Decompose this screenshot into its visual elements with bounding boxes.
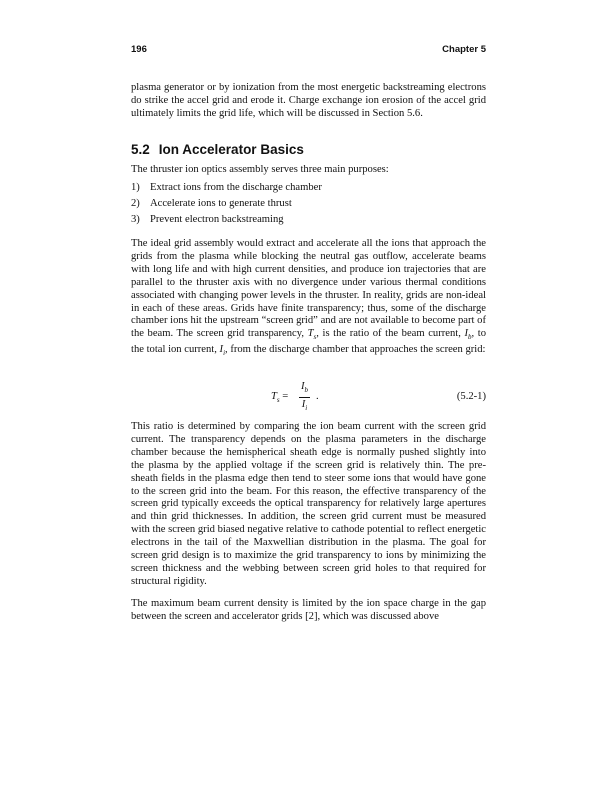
section-title: Ion Accelerator Basics [158, 142, 304, 157]
purposes-list [131, 180, 322, 228]
page-number: 196 [131, 44, 147, 55]
chapter-label: Chapter 5 [442, 44, 486, 55]
paragraph-space-charge: The maximum beam current density is limited by the ion space charge in the gap between the screen and accelerator grids [2], which was discussed above [131, 598, 486, 622]
section-number: 5.2 [131, 142, 150, 157]
symbol-Ib: $I_b$ [464, 328, 472, 342]
equation-5-2-1: $T_s$ = $\frac{I_b}{I_i}$ . (5.2-1) [131, 380, 486, 418]
symbol-Ii: $I_i$ [219, 344, 226, 358]
symbol-Ts: $T_s$ [307, 328, 317, 342]
fraction-numerator: $I_b$ [299, 380, 310, 398]
list-item: 1) Extract ions from the discharge chamber [131, 182, 322, 193]
equation-lhs: $T_s$ = [271, 391, 289, 405]
fraction-denominator: $I_i$ [301, 399, 308, 413]
paragraph-ideal-grid: The ideal grid assembly would extract and accelerate all the ions that approach the grids from the plasma while blocking the neutral gas outflow, accelerate beams with long life and with high current densities, and produce ion trajectories that are parallel to the thruster axis with no divergence under various thermal conditions associated with changing power levels in the thruster. In reality, grids are non-ideal in each of these areas. Grids have finite transparency; thus, some of the discharge chamber ions hit the upstream “screen grid” and are not available to become part of the beam. The screen grid transparency, $T_s$, is the ratio of the beam current, $I_b$, to the total ion current, $I_i$, from the discharge chamber that approaches the screen grid: [131, 238, 486, 358]
list-intro: The thruster ion optics assembly serves three main purposes: [131, 164, 389, 175]
equation-fraction [299, 380, 310, 415]
paragraph-transparency: This ratio is determined by comparing the ion beam current with the screen grid current. The transparency depends on the plasma parameters in the discharge chamber because the hemispherical sheath edge is normally pushed slightly into the plasma by the applied voltage if the screen grid is relatively thin. The pre-sheath fields in the plasma edge then tend to steer some ions that would have gone to the screen grid into the beam. For this reason, the effective transparency of the screen grid typically exceeds the optical transparency for relatively large apertures and thin grid thicknesses. In addition, the screen grid current must be measured with the screen grid biased negative relative to cathode potential to reflect energetic electrons in the tail of the Maxwellian distribution in the plasma. The goal for screen grid design is to maximize the grid transparency to ions by minimizing the screen thickness and the webbing between screen grid holes to that required for structural rigidity. [131, 421, 486, 587]
list-item: 2) Accelerate ions to generate thrust [131, 198, 292, 209]
equation-number: (5.2-1) [456, 391, 486, 402]
section-heading [131, 142, 304, 157]
paragraph-continuation: plasma generator or by ionization from the most energetic backstreaming electrons do strike the accel grid and erode it. Charge exchange ion erosion of the accel grid ultimately limits the grid life, which will be discussed in Section 5.6. [131, 82, 486, 119]
list-item: 3) Prevent electron backstreaming [131, 214, 284, 225]
